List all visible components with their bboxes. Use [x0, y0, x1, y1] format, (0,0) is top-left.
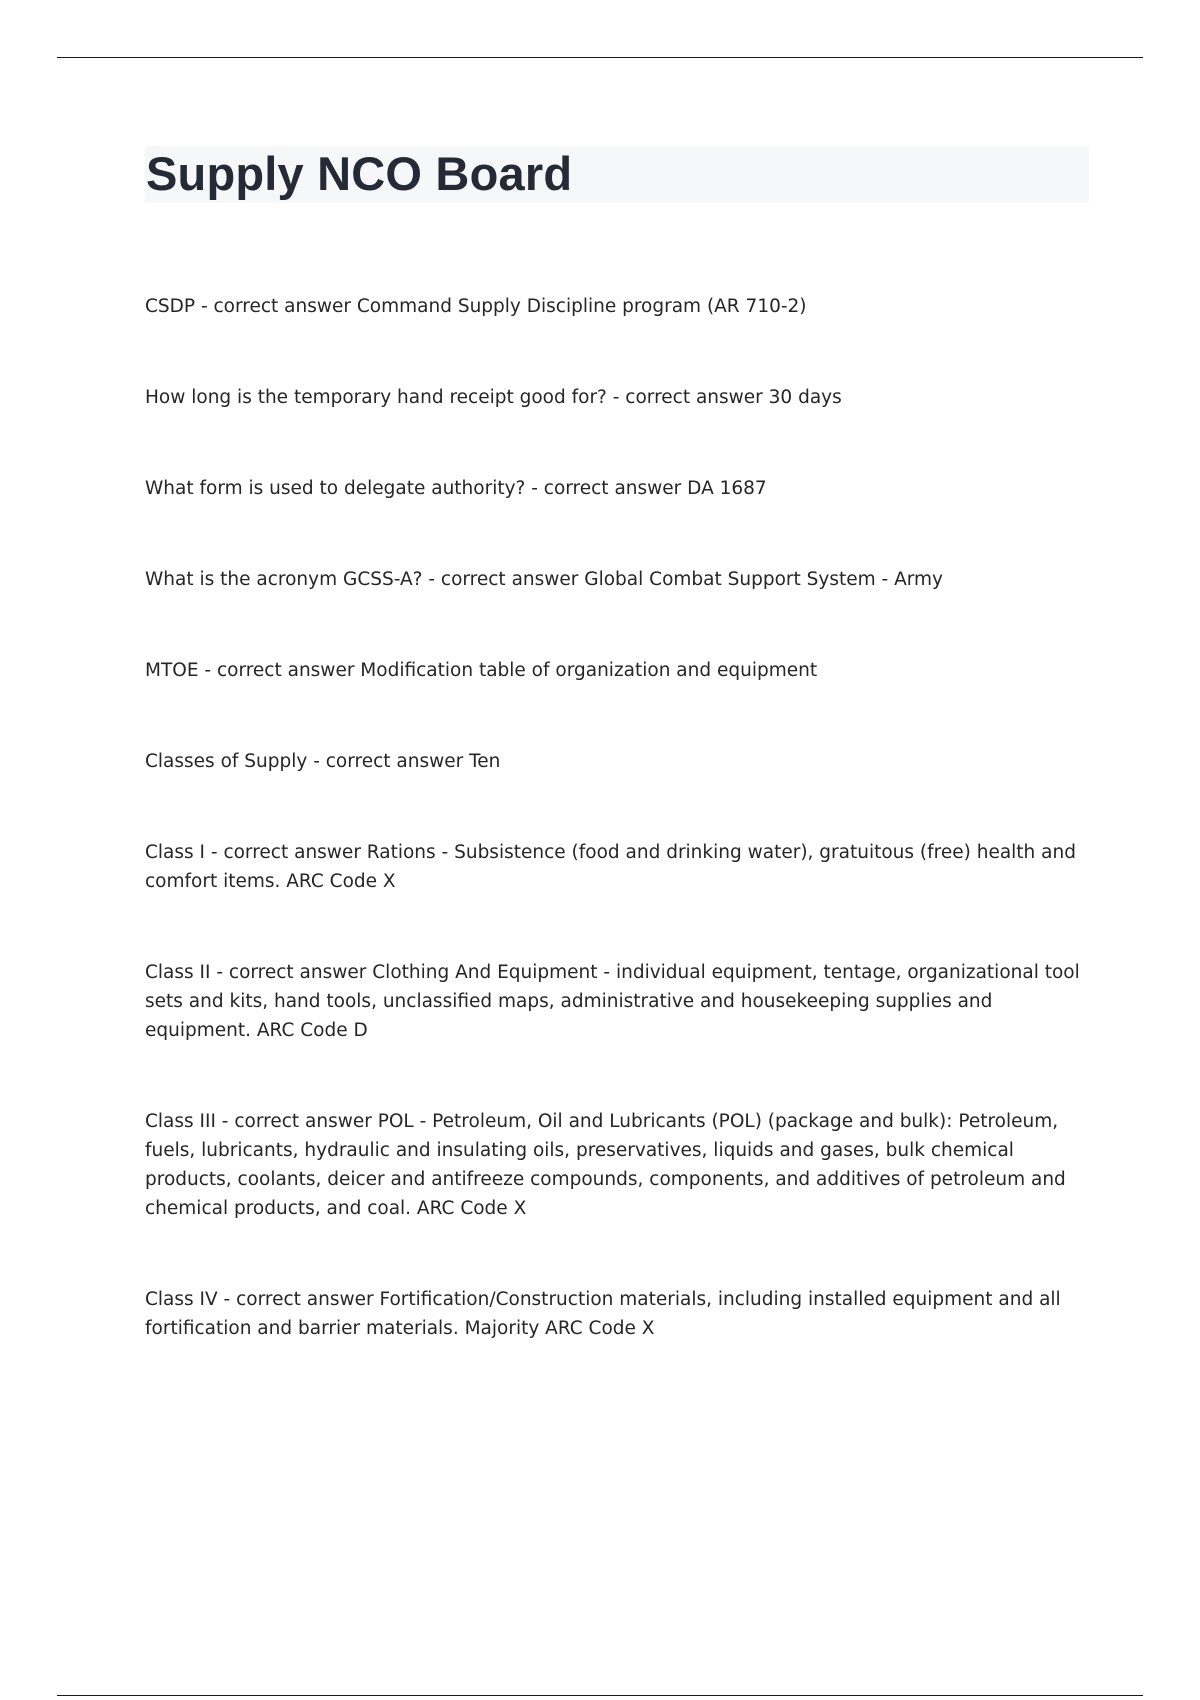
qa-item-csdp: CSDP - correct answer Command Supply Discipline program (AR 710-2) — [145, 296, 807, 317]
qa-item-classes-of-supply: Classes of Supply - correct answer Ten — [145, 751, 501, 772]
qa-item-class-iv: Class IV - correct answer Fortification/Construction materials, including installed equipment and all fortification and barrier materials. Majority ARC Code X — [145, 1289, 1061, 1339]
document-title: Supply NCO Board — [146, 147, 573, 200]
qa-item-class-iii: Class III - correct answer POL - Petroleum, Oil and Lubricants (POL) (package and bulk): Petroleum, fuels, lubricants, hydraulic and insulating oils, preservatives, liquids and gases, bulk chemical products, coolants, deicer and antifreeze compounds, components, and additives of petroleum and chemical products, and coal. ARC Code X — [145, 1111, 1066, 1219]
qa-item-temporary-hand-receipt: How long is the temporary hand receipt good for? - correct answer 30 days — [145, 387, 842, 408]
qa-item-mtoe: MTOE - correct answer Modification table of organization and equipment — [145, 660, 818, 681]
qa-item-gcss-a: What is the acronym GCSS-A? - correct answer Global Combat Support System - Army — [145, 569, 943, 590]
qa-item-delegate-authority: What form is used to delegate authority? - correct answer DA 1687 — [145, 478, 767, 499]
qa-list — [145, 292, 1085, 1405]
top-divider — [57, 57, 1143, 58]
qa-item-class-ii: Class II - correct answer Clothing And Equipment - individual equipment, tentage, organizational tool sets and kits, hand tools, unclassified maps, administrative and housekeeping supplies and equipment. ARC Code D — [145, 962, 1080, 1041]
qa-item-class-i: Class I - correct answer Rations - Subsistence (food and drinking water), gratuitous (free) health and comfort items. ARC Code X — [145, 842, 1076, 892]
bottom-divider — [57, 1695, 1143, 1696]
